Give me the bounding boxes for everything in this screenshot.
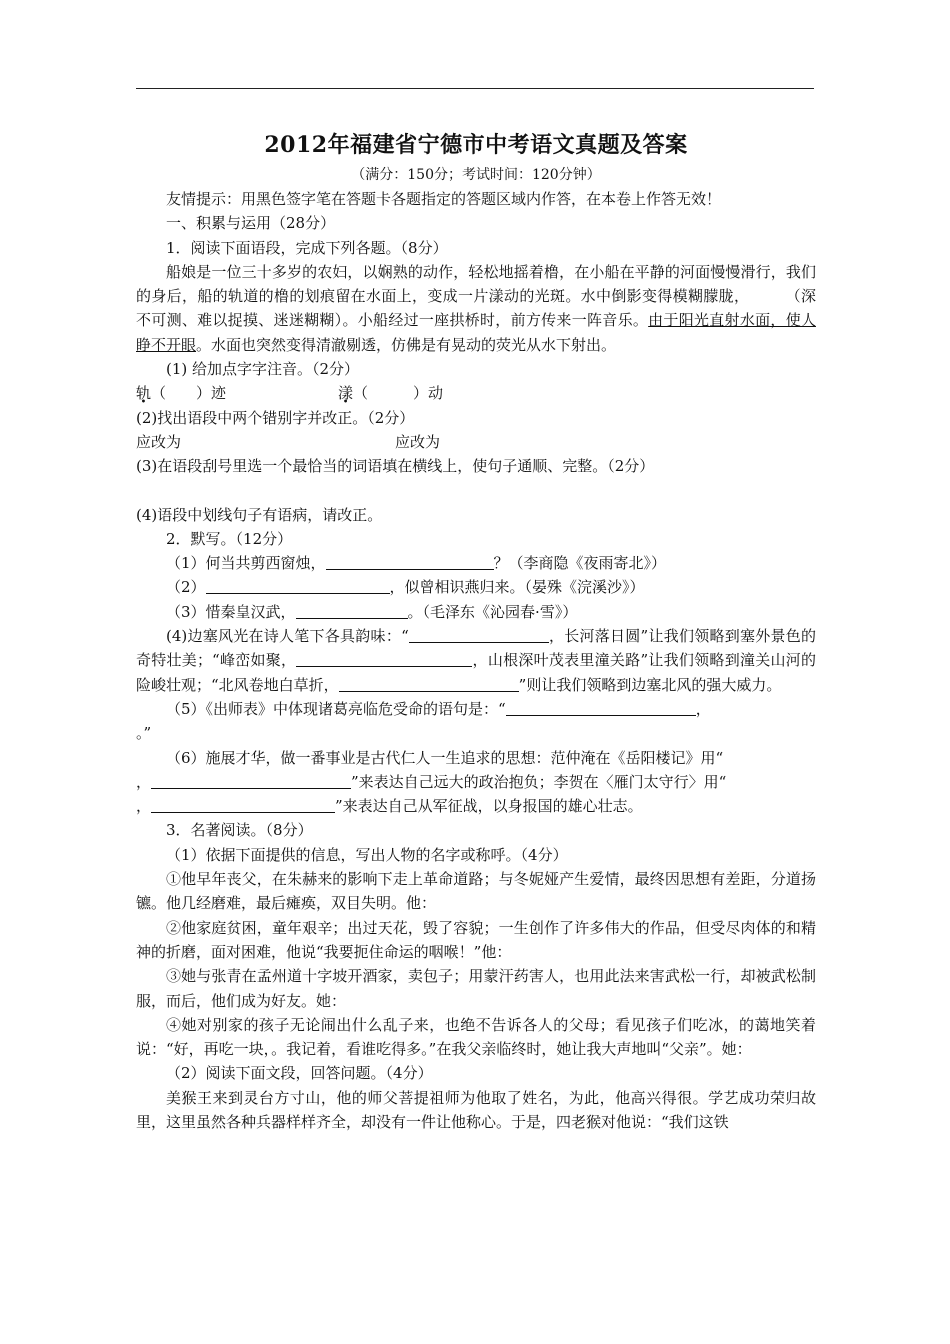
recitation-text: ？（李商隐《夜雨寄北》） [493, 554, 667, 573]
recitation-text: （5）《出师表》中体现诸葛亮临危受命的语句是：“ [166, 699, 506, 718]
instruction-tip: 友情提示：用黑色签字笔在答题卡各题指定的答题区域内作答，在本卷上作答无效！ [166, 190, 722, 208]
recitation-text: ”来表达自己从军征战，以身报国的雄心壮志。 [335, 797, 643, 816]
answer-blank[interactable] [749, 287, 785, 303]
recitation-text: （1）何当共剪西窗烛， [166, 554, 326, 573]
exam-info: （满分：150分；考试时间：120分钟） [351, 167, 601, 183]
answer-blank[interactable] [151, 772, 351, 789]
answer-blank[interactable] [206, 577, 390, 594]
question-3-sub-2: （2）阅读下面文段，回答问题。（4分） [166, 1064, 433, 1083]
answer-blank[interactable] [296, 650, 472, 667]
recitation-text: (4)边塞风光在诗人笔下各具韵味：“ [166, 627, 409, 646]
question-2-heading: 2．默写。（12分） [166, 529, 293, 548]
pinyin-blank-1[interactable]: （ ）迹 [151, 384, 227, 403]
answer-blank[interactable] [151, 796, 335, 813]
correction-label-1[interactable]: 应改为 [136, 432, 182, 451]
character-clue-1: ①他早年丧父，在朱赫来的影响下走上革命道路；与冬妮娅产生爱情，最终因思想有差距，分道扬镳。他几经磨难，最后瘫痪，双目失明。他： [136, 870, 816, 913]
correction-row [136, 430, 816, 454]
character-clue-2: ②他家庭贫困，童年艰辛；出过天花，毁了容貌；一生创作了许多伟大的作品，但受尽肉体的和精神的折磨，面对困难，他说“我要扼住命运的咽喉！”他： [136, 918, 816, 961]
character-clue-3: ③她与张青在孟州道十字坡开酒家，卖包子；用蒙汗药害人，也用此法来害武松一行，却被武松制服，而后，他们成为好友。她： [136, 967, 816, 1010]
question-1-sub-2: (2)找出语段中两个错别字并改正。（2分） [136, 408, 415, 427]
question-1-passage [136, 260, 816, 357]
dotted-char: 漾 [338, 384, 354, 403]
passage-text: 船娘是一位三十多岁的农妇，以娴熟的动作，轻松地摇着橹，在小船在平静的河面慢慢滑行，我们的身后，船的轨道的橹的划痕留在水面上，变成一片漾动的光斑。水中倒影变得模糊朦胧， [136, 262, 816, 306]
answer-blank[interactable] [326, 553, 494, 570]
recitation-text: ，似曾相识燕归来。（晏殊《浣溪沙》） [389, 578, 645, 597]
recitation-text: （6）施展才华，做一番事业是古代仁人一生追求的思想：范仲淹在《岳阳楼记》用“ [166, 748, 724, 767]
question-1-sub-3: (3)在语段刮号里选一个最恰当的词语填在横线上，使句子通顺、完整。（2分） [136, 457, 655, 476]
question-1-heading: 1．阅读下面语段，完成下列各题。（8分） [166, 238, 448, 257]
character-clue-4: ④她对别家的孩子无论闹出什么乱子来，也绝不告诉各人的父母；看见孩子们吃冰，的蔼地笑着说：“好，再吃一块，。我记着，看谁吃得多。”在我父亲临终时，她让我大声地叫“父亲”。她： [136, 1015, 816, 1059]
exam-page [136, 128, 816, 1134]
question-3-passage: 美猴王来到灵台方寸山，他的师父菩提祖师为他取了姓名，为此，他高兴得很。学艺成功荣归故里，这里虽然各种兵器样样齐全，却没有一件让他称心。于是，四老猴对他说：“我们这铁 [136, 1088, 816, 1131]
section-heading: 一、积累与运用（28分） [166, 214, 336, 233]
recitation-5 [136, 697, 816, 746]
answer-blank[interactable] [506, 699, 696, 716]
passage-text: （深不可测、难以捉摸、迷迷糊糊）。小船经过一座拱桥时，前方传来一阵音乐。 [136, 287, 816, 330]
recitation-text: ，长河落日圆”让我们领略到塞外景色的奇特壮美；“峰峦如聚， [136, 627, 817, 670]
recitation-text: 。（毛泽东《沁园春·雪》） [407, 602, 578, 621]
recitation-text: ”则让我们领略到边塞北风的强大威力。 [518, 675, 782, 694]
recitation-text: 。” [136, 724, 152, 743]
question-3-sub-1: （1）依据下面提供的信息，写出人物的名字或称呼。（4分） [166, 845, 568, 864]
underlined-sentence: 由于阳光直射水面，使人睁不开眼 [136, 311, 816, 354]
answer-blank[interactable] [339, 675, 519, 692]
recitation-6 [136, 746, 816, 819]
question-3-heading: 3．名著阅读。（8分） [166, 821, 313, 840]
recitation-text: （3）惜秦皇汉武， [166, 602, 296, 621]
recitation-2 [136, 575, 816, 599]
question-1-sub-4: (4)语段中划线句子有语病，请改正。 [136, 505, 383, 524]
recitation-4 [136, 624, 816, 697]
recitation-3 [136, 600, 816, 624]
correction-label-2[interactable]: 应改为 [395, 432, 441, 451]
passage-text: 。水面也突然变得清澈剔透，仿佛是有晃动的荧光从水下射出。 [196, 335, 617, 354]
recitation-text: ， [136, 772, 152, 791]
recitation-text: ， [136, 797, 152, 816]
pinyin-blank-2[interactable]: （ ）动 [353, 384, 444, 403]
recitation-text: （2） [166, 578, 206, 597]
dotted-char: 轨 [136, 384, 152, 403]
answer-blank[interactable] [409, 626, 549, 643]
page-title: 2012年福建省宁德市中考语文真题及答案 [264, 132, 688, 158]
header-rule [136, 88, 814, 89]
recitation-1 [136, 551, 816, 575]
recitation-text: ， [695, 699, 711, 718]
answer-blank[interactable] [296, 602, 408, 619]
recitation-text: ”来表达自己远大的政治抱负；李贺在〈雁门太守行〉用“ [351, 772, 727, 791]
question-1-sub-1: (1) 给加点字字注音。（2分） [166, 360, 360, 379]
pinyin-row [136, 381, 816, 405]
recitation-text: ，山根深叶茂表里潼关路”让我们领略到潼关山河的险峻壮观；“北风卷地白草折， [136, 651, 817, 694]
